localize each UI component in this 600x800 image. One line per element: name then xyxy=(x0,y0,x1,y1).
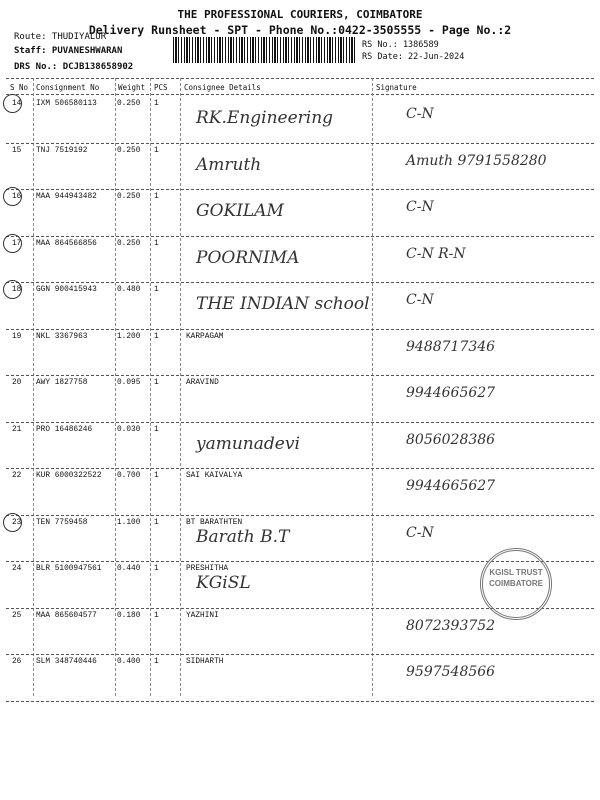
col-consignee: Consignee Details xyxy=(184,83,261,92)
signature: C-N xyxy=(406,292,434,308)
weight-value: 0.700 xyxy=(117,472,141,480)
table-row xyxy=(6,654,594,701)
stamp-text: KGISL TRUST COIMBATORE xyxy=(489,568,543,588)
handwritten-consignee: yamunadevi xyxy=(196,433,300,454)
serial-number: 21 xyxy=(12,425,22,434)
weight-value: 0.250 xyxy=(117,146,141,155)
weight-value: 0.440 xyxy=(117,565,141,573)
weight-value: 0.400 xyxy=(117,658,141,666)
weight-value: 0.250 xyxy=(117,100,141,108)
drs-number: DRS No.: DCJB138658902 xyxy=(14,62,134,72)
pieces-count: 1 xyxy=(154,146,159,155)
serial-number: 14 xyxy=(12,100,22,108)
consignee-name: BT BARATHTEN xyxy=(186,518,243,527)
pieces-count: 1 xyxy=(154,518,159,527)
table-row xyxy=(6,468,594,515)
route-label: Route: THUDIYALUR xyxy=(14,32,107,42)
weight-value: 0.095 xyxy=(117,379,141,387)
rs-date: RS Date: 22-Jun-2024 xyxy=(362,52,465,62)
weight-value: 1.100 xyxy=(117,518,141,527)
consignee-name: SAI KAIVALYA xyxy=(186,472,243,480)
handwritten-consignee: Amruth xyxy=(196,154,262,175)
header-top-rule xyxy=(6,78,594,79)
table-row xyxy=(6,329,594,376)
weight-value: 0.250 xyxy=(117,193,141,201)
pieces-count: 1 xyxy=(154,565,159,573)
consignee-name: SIDHARTH xyxy=(186,658,224,666)
consignment-number: NKL 3367963 xyxy=(36,332,88,341)
row-separator xyxy=(6,701,594,702)
pieces-count: 1 xyxy=(154,239,159,248)
company-name: THE PROFESSIONAL COURIERS, COIMBATORE xyxy=(177,8,423,21)
pieces-count: 1 xyxy=(154,658,159,666)
signature: 9597548566 xyxy=(406,664,496,680)
serial-number: 18 xyxy=(12,286,22,294)
pieces-count: 1 xyxy=(154,425,159,434)
consignment-number: PRO 16486246 xyxy=(36,425,93,434)
serial-number: 22 xyxy=(12,472,22,480)
consignment-number: IXM 506580113 xyxy=(36,100,97,108)
pieces-count: 1 xyxy=(154,332,159,341)
handwritten-consignee: Barath B.T xyxy=(196,526,290,547)
serial-number: 17 xyxy=(12,239,22,248)
runsheet-title: Delivery Runsheet - SPT - Phone No.:0422-3505555 - Page No.:2 xyxy=(88,23,512,37)
col-consignment: Consignment No xyxy=(36,83,100,92)
serial-number: 26 xyxy=(12,658,22,666)
signature: Amuth 9791558280 xyxy=(406,152,547,169)
col-signature: Signature xyxy=(376,83,417,92)
handwritten-consignee: THE INDIAN school xyxy=(196,294,370,314)
consignee-name: PRESHITHA xyxy=(186,565,229,573)
signature: 8056028386 xyxy=(406,431,496,448)
signature: C-N xyxy=(406,106,434,122)
table-row xyxy=(6,143,594,190)
col-weight: Weight xyxy=(118,83,146,92)
consignment-number: SLM 348740446 xyxy=(36,658,97,666)
handwritten-consignee: RK.Engineering xyxy=(196,108,334,128)
handwritten-consignee: GOKILAM xyxy=(196,201,284,221)
consignment-number: MAA 944943482 xyxy=(36,193,97,201)
signature: C-N xyxy=(406,524,434,541)
weight-value: 1.200 xyxy=(117,332,141,341)
header-bottom-rule xyxy=(6,94,594,95)
table-row xyxy=(6,375,594,422)
weight-value: 0.030 xyxy=(117,425,141,434)
table-row xyxy=(6,189,594,236)
signature: C-N xyxy=(406,199,434,215)
consignment-number: BLR 5100947561 xyxy=(36,565,102,573)
handwritten-consignee: KGiSL xyxy=(196,573,251,593)
pieces-count: 1 xyxy=(154,100,159,108)
weight-value: 0.180 xyxy=(117,611,141,620)
consignee-name: YAZHINI xyxy=(186,611,219,620)
consignment-number: KUR 6000322522 xyxy=(36,472,102,480)
consignment-number: MAA 865604577 xyxy=(36,611,97,620)
col-pcs: PCS xyxy=(154,83,168,92)
pieces-count: 1 xyxy=(154,286,159,294)
signature: 8072393752 xyxy=(406,617,496,634)
rs-number: RS No.: 1386589 xyxy=(362,40,439,50)
staff-label: Staff: PUVANESHWARAN xyxy=(14,46,123,56)
table-row xyxy=(6,96,594,143)
pieces-count: 1 xyxy=(154,193,159,201)
serial-number: 16 xyxy=(12,193,22,201)
signature: 9944665627 xyxy=(406,478,496,494)
consignee-name: KARPAGAM xyxy=(186,332,224,341)
col-sno: S No xyxy=(10,83,29,92)
weight-value: 0.480 xyxy=(117,286,141,294)
consignee-name: ARAVIND xyxy=(186,379,219,387)
signature: 9488717346 xyxy=(406,338,496,355)
consignment-number: TNJ 7519192 xyxy=(36,146,88,155)
pieces-count: 1 xyxy=(154,379,159,387)
serial-number: 25 xyxy=(12,611,22,620)
serial-number: 19 xyxy=(12,332,22,341)
serial-number: 23 xyxy=(12,518,22,527)
pieces-count: 1 xyxy=(154,472,159,480)
table-row xyxy=(6,236,594,283)
consignment-number: AWY 1827758 xyxy=(36,379,88,387)
barcode xyxy=(173,37,356,63)
signature: 9944665627 xyxy=(406,385,496,401)
serial-number: 15 xyxy=(12,146,22,155)
table-row xyxy=(6,422,594,469)
consignment-number: GGN 900415943 xyxy=(36,286,97,294)
table-row xyxy=(6,282,594,329)
handwritten-consignee: POORNIMA xyxy=(196,247,300,268)
serial-number: 24 xyxy=(12,565,22,573)
pieces-count: 1 xyxy=(154,611,159,620)
consignment-number: TEN 7759458 xyxy=(36,518,88,527)
kgisl-trust-stamp xyxy=(480,548,552,620)
signature: C-N R-N xyxy=(406,245,466,262)
serial-number: 20 xyxy=(12,379,22,387)
weight-value: 0.250 xyxy=(117,239,141,248)
consignment-number: MAA 864566856 xyxy=(36,239,97,248)
